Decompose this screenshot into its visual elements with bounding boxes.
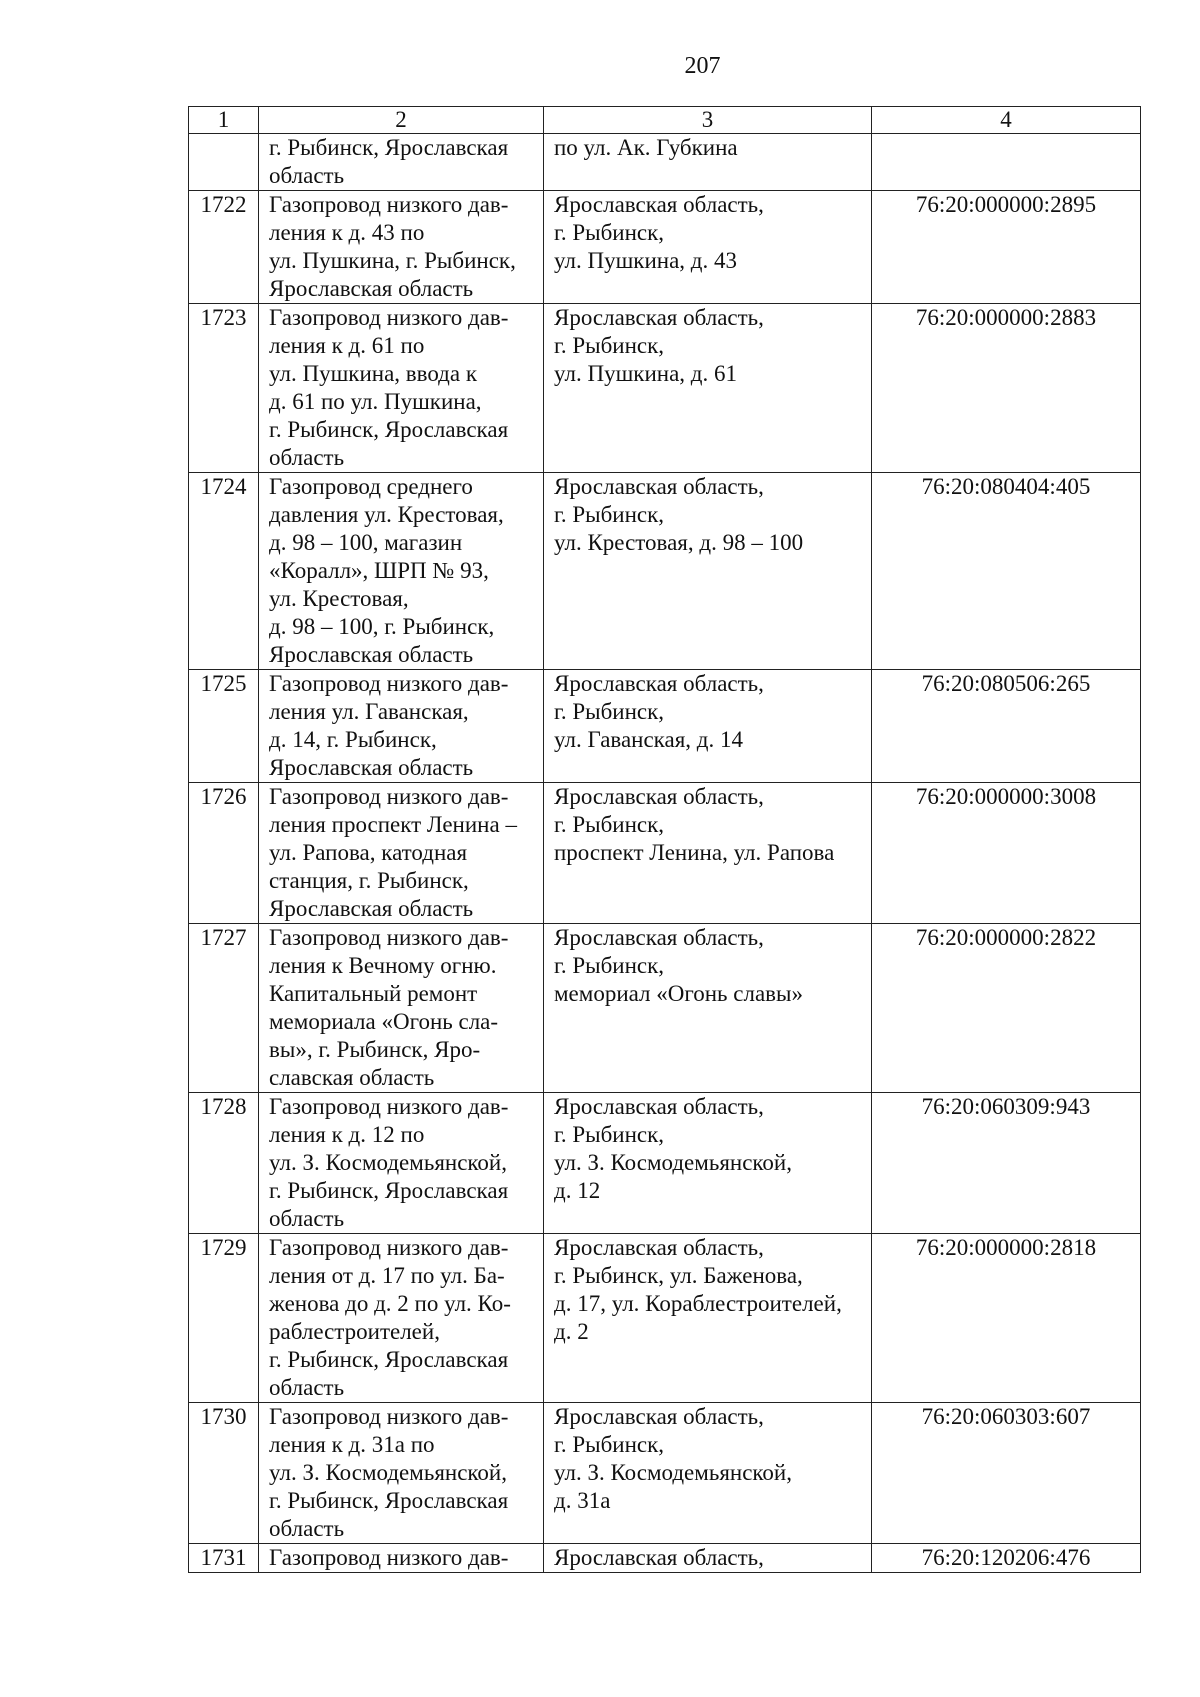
table-row bbox=[189, 1234, 1141, 1403]
cadastral-number-cell: 76:20:060303:607 bbox=[872, 1403, 1141, 1544]
row-number-cell: 1730 bbox=[189, 1403, 259, 1544]
address-cell: Ярославская область, г. Рыбинск, ул. Крестовая, д. 98 – 100 bbox=[544, 473, 872, 670]
address-cell: Ярославская область, г. Рыбинск, ул. Баженова, д. 17, ул. Кораблестроителей, д. 2 bbox=[544, 1234, 872, 1403]
table-header-row bbox=[189, 107, 1141, 134]
address-cell: Ярославская область, г. Рыбинск, ул. З. Космодемьянской, д. 12 bbox=[544, 1093, 872, 1234]
header-col-3: 3 bbox=[544, 107, 872, 134]
address-cell: Ярославская область, г. Рыбинск, мемориал «Огонь славы» bbox=[544, 924, 872, 1093]
cadastral-number-cell: 76:20:060309:943 bbox=[872, 1093, 1141, 1234]
row-number-cell: 1726 bbox=[189, 783, 259, 924]
address-cell: Ярославская область, г. Рыбинск, ул. Пушкина, д. 43 bbox=[544, 191, 872, 304]
address-cell: Ярославская область, г. Рыбинск, ул. Гаванская, д. 14 bbox=[544, 670, 872, 783]
row-number-cell: 1729 bbox=[189, 1234, 259, 1403]
table-row bbox=[189, 1093, 1141, 1234]
table-row bbox=[189, 670, 1141, 783]
page-number: 207 bbox=[684, 53, 721, 79]
address-cell: Ярославская область, г. Рыбинск, проспект Ленина, ул. Рапова bbox=[544, 783, 872, 924]
cadastral-number-cell: 76:20:000000:2822 bbox=[872, 924, 1141, 1093]
row-number-cell: 1724 bbox=[189, 473, 259, 670]
address-cell: Ярославская область, bbox=[544, 1544, 872, 1573]
row-number-cell: 1725 bbox=[189, 670, 259, 783]
cadastral-number-cell: 76:20:000000:2895 bbox=[872, 191, 1141, 304]
table-row bbox=[189, 473, 1141, 670]
row-number-cell: 1728 bbox=[189, 1093, 259, 1234]
table-row bbox=[189, 304, 1141, 473]
address-cell: Ярославская область, г. Рыбинск, ул. З. Космодемьянской, д. 31а bbox=[544, 1403, 872, 1544]
object-name-cell: Газопровод низкого дав- ления проспект Ленина – ул. Рапова, катодная станция, г. Рыбинск, Ярославская область bbox=[259, 783, 544, 924]
row-number-cell: 1727 bbox=[189, 924, 259, 1093]
object-name-cell: Газопровод низкого дав- ления к д. 12 по ул. З. Космодемьянской, г. Рыбинск, Ярославская область bbox=[259, 1093, 544, 1234]
cadastral-number-cell: 76:20:080506:265 bbox=[872, 670, 1141, 783]
address-cell: по ул. Ак. Губкина bbox=[544, 134, 872, 191]
table-row bbox=[189, 1544, 1141, 1573]
row-number-cell: 1731 bbox=[189, 1544, 259, 1573]
cadastral-number-cell: 76:20:000000:2883 bbox=[872, 304, 1141, 473]
cadastral-number-cell: 76:20:120206:476 bbox=[872, 1544, 1141, 1573]
address-cell: Ярославская область, г. Рыбинск, ул. Пушкина, д. 61 bbox=[544, 304, 872, 473]
object-name-cell: Газопровод низкого дав- ления от д. 17 по ул. Ба- женова до д. 2 по ул. Ко- раблестроителей, г. Рыбинск, Ярославская область bbox=[259, 1234, 544, 1403]
cadastral-number-cell bbox=[872, 134, 1141, 191]
row-number-cell: 1723 bbox=[189, 304, 259, 473]
cadastral-number-cell: 76:20:000000:2818 bbox=[872, 1234, 1141, 1403]
object-name-cell: Газопровод низкого дав- ления к д. 31а по ул. З. Космодемьянской, г. Рыбинск, Ярославская область bbox=[259, 1403, 544, 1544]
object-name-cell: Газопровод низкого дав- ления к д. 43 по ул. Пушкина, г. Рыбинск, Ярославская область bbox=[259, 191, 544, 304]
object-name-cell: Газопровод низкого дав- bbox=[259, 1544, 544, 1573]
table-row bbox=[189, 924, 1141, 1093]
table-body bbox=[189, 134, 1141, 1573]
cadastral-number-cell: 76:20:080404:405 bbox=[872, 473, 1141, 670]
header-col-2: 2 bbox=[259, 107, 544, 134]
table-row bbox=[189, 783, 1141, 924]
table-row bbox=[189, 191, 1141, 304]
object-name-cell: Газопровод низкого дав- ления ул. Гаванская, д. 14, г. Рыбинск, Ярославская область bbox=[259, 670, 544, 783]
header-col-4: 4 bbox=[872, 107, 1141, 134]
object-name-cell: Газопровод низкого дав- ления к д. 61 по ул. Пушкина, ввода к д. 61 по ул. Пушкина, г. Рыбинск, Ярославская область bbox=[259, 304, 544, 473]
row-number-cell bbox=[189, 134, 259, 191]
header-col-1: 1 bbox=[189, 107, 259, 134]
objects-table bbox=[188, 106, 1141, 1573]
cadastral-number-cell: 76:20:000000:3008 bbox=[872, 783, 1141, 924]
table-row bbox=[189, 134, 1141, 191]
row-number-cell: 1722 bbox=[189, 191, 259, 304]
object-name-cell: Газопровод среднего давления ул. Крестовая, д. 98 – 100, магазин «Коралл», ШРП № 93, ул. Крестовая, д. 98 – 100, г. Рыбинск, Ярославская область bbox=[259, 473, 544, 670]
table-row bbox=[189, 1403, 1141, 1544]
object-name-cell: Газопровод низкого дав- ления к Вечному огню. Капитальный ремонт мемориала «Огонь сла- вы», г. Рыбинск, Яро- славская область bbox=[259, 924, 544, 1093]
object-name-cell: г. Рыбинск, Ярославская область bbox=[259, 134, 544, 191]
